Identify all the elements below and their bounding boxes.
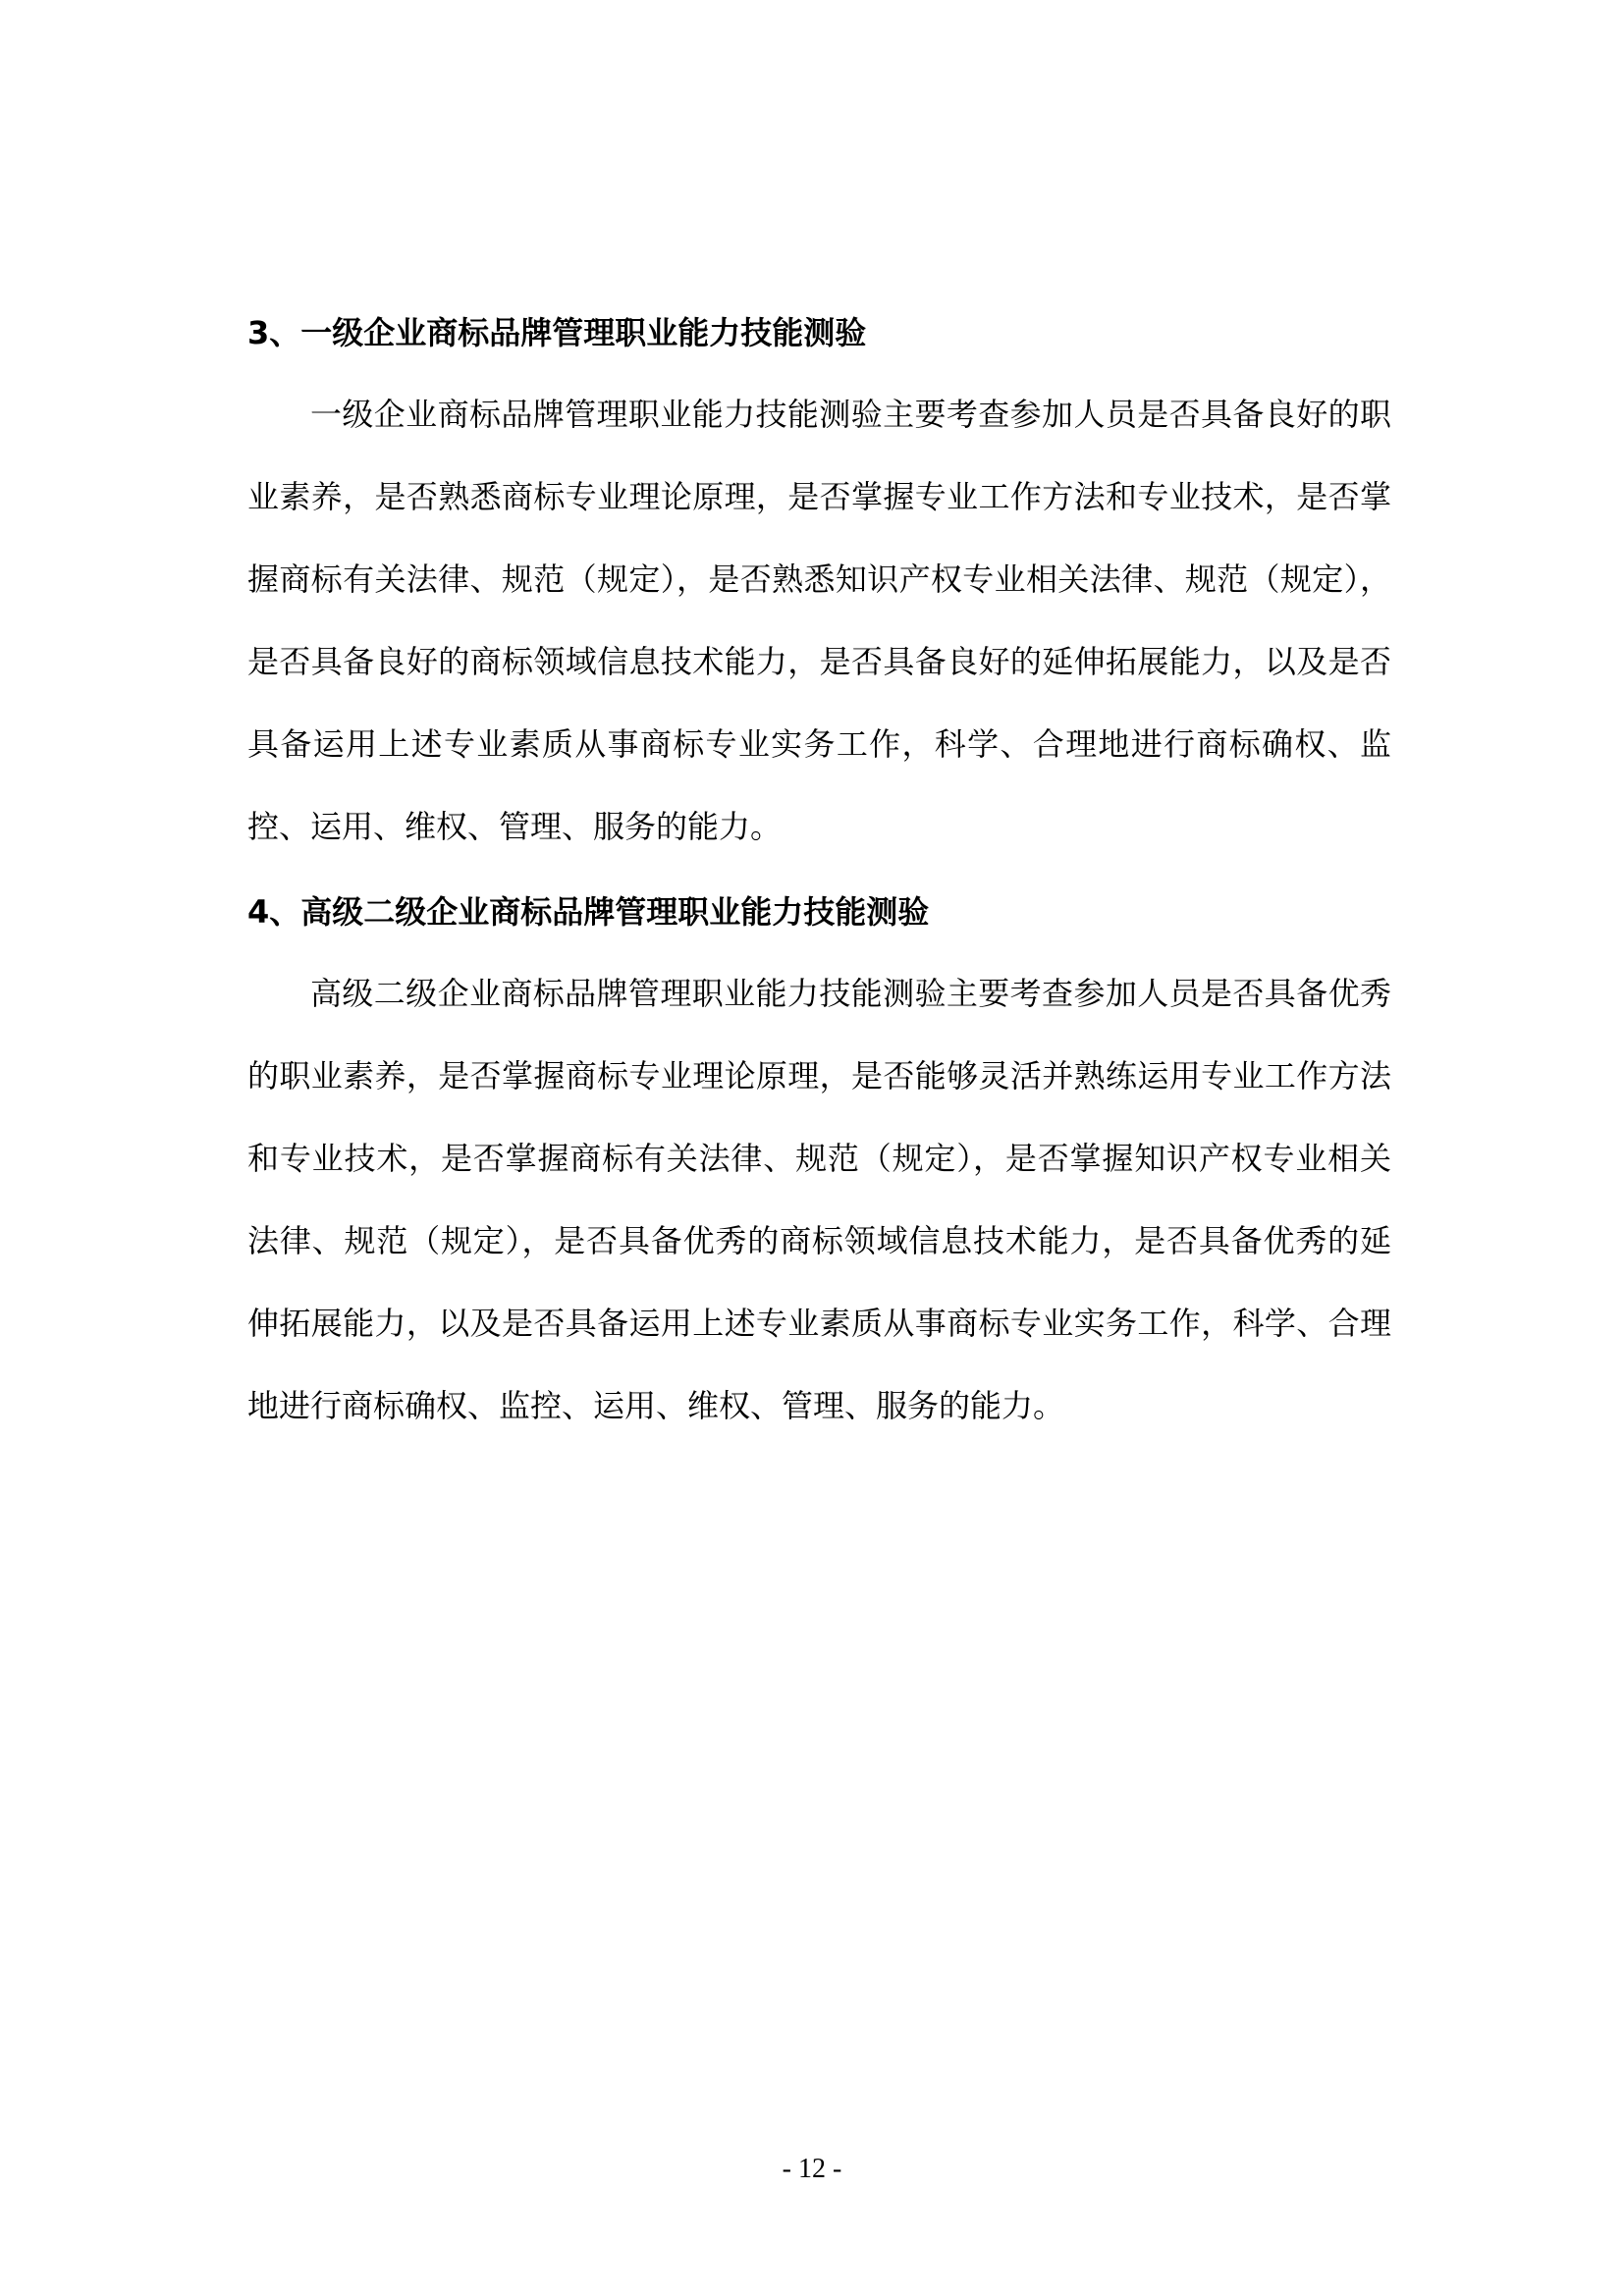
section-body-3: 一级企业商标品牌管理职业能力技能测验主要考查参加人员是否具备良好的职业素养，是否熟悉商标专业理论原理，是否掌握专业工作方法和专业技术，是否掌握商标有关法律、规范（规定），是否熟悉知识产权专业相关法律、规范（规定），是否具备良好的商标领域信息技术能力，是否具备良好的延伸拓展能力，以及是否具备运用上述专业素质从事商标专业实务工作，科学、合理地进行商标确权、监控、运用、维权、管理、服务的能力。 bbox=[247, 396, 1391, 845]
section-heading-3: 3、一级企业商标品牌管理职业能力技能测验 bbox=[247, 314, 867, 351]
section-body-4: 高级二级企业商标品牌管理职业能力技能测验主要考查参加人员是否具备优秀的职业素养，是否掌握商标专业理论原理，是否能够灵活并熟练运用专业工作方法和专业技术，是否掌握商标有关法律、规范（规定），是否掌握知识产权专业相关法律、规范（规定），是否具备优秀的商标领域信息技术能力，是否具备优秀的延伸拓展能力，以及是否具备运用上述专业素质从事商标专业实务工作，科学、合理地进行商标确权、监控、运用、维权、管理、服务的能力。 bbox=[247, 975, 1391, 1424]
page-content bbox=[247, 304, 1391, 1447]
page-number: - 12 - bbox=[782, 2154, 842, 2184]
section-heading-4: 4、高级二级企业商标品牌管理职业能力技能测验 bbox=[247, 893, 930, 931]
